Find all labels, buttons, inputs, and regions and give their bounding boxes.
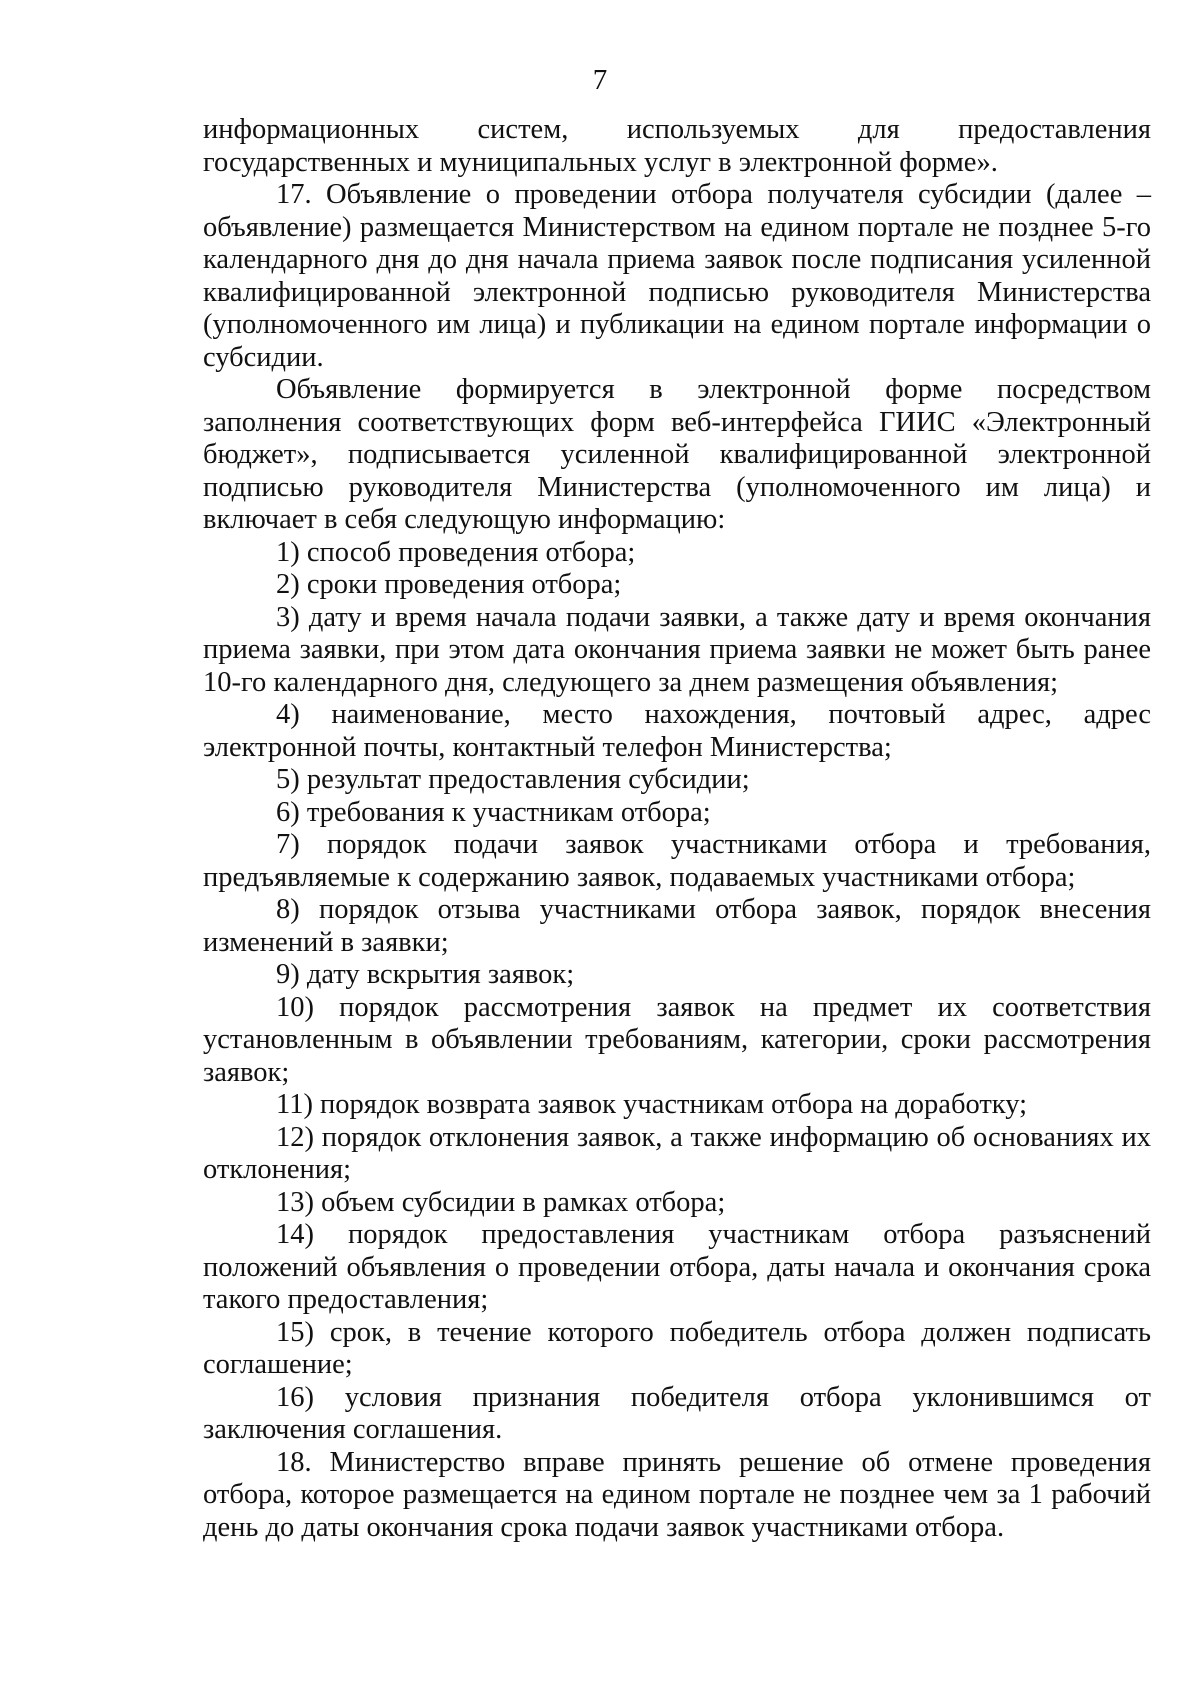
paragraph: 12) порядок отклонения заявок, а также информацию об основаниях их отклонения; — [203, 1121, 1151, 1185]
paragraph: 8) порядок отзыва участниками отбора заявок, порядок внесения изменений в заявки; — [203, 894, 1151, 958]
paragraph: 13) объем субсидии в рамках отбора; — [276, 1186, 726, 1218]
paragraph: 3) дату и время начала подачи заявки, а также дату и время окончания приема заявки, при этом дата окончания приема заявки не может быть ранее 10-го календарного дня, следующего за днем размещения объявления; — [203, 601, 1151, 698]
paragraph: 7) порядок подачи заявок участниками отбора и требования, предъявляемые к содержанию заявок, подаваемых участниками отбора; — [203, 829, 1151, 893]
paragraph: 4) наименование, место нахождения, почтовый адрес, адрес электронной почты, контактный телефон Министерства; — [203, 699, 1151, 763]
paragraph: 16) условия признания победителя отбора уклонившимся от заключения соглашения. — [203, 1381, 1151, 1445]
paragraph: 17. Объявление о проведении отбора получателя субсидии (далее – объявление) размещается Министерством на едином портале не позднее 5-го календарного дня до дня начала приема заявок после подписания усиленной квалифицированной электронной подписью руководителя Министерства (уполномоченного им лица) и публикации на едином портале информации о субсидии. — [203, 179, 1151, 373]
document-body — [203, 114, 1151, 1544]
paragraph: 2) сроки проведения отбора; — [276, 569, 622, 600]
paragraph: 14) порядок предоставления участникам отбора разъяснений положений объявления о проведении отбора, даты начала и окончания срока такого предоставления; — [203, 1219, 1151, 1315]
paragraph: 10) порядок рассмотрения заявок на предмет их соответствия установленным в объявлении требованиям, категории, сроки рассмотрения заявок; — [203, 991, 1151, 1088]
paragraph: 18. Министерство вправе принять решение об отмене проведения отбора, которое размещается на едином портале не позднее чем за 1 рабочий день до даты окончания срока подачи заявок участниками отбора. — [203, 1446, 1151, 1543]
paragraph: 15) срок, в течение которого победитель отбора должен подписать соглашение; — [203, 1316, 1151, 1380]
paragraph: 1) способ проведения отбора; — [276, 536, 636, 568]
paragraph: 11) порядок возврата заявок участникам отбора на доработку; — [276, 1089, 1028, 1120]
paragraph: Объявление формируется в электронной форме посредством заполнения соответствующих форм веб-интерфейса ГИИС «Электронный бюджет», подписывается усиленной квалифицированной электронной подписью руководителя Министерства (уполномоченного им лица) и включает в себя следующую информацию: — [203, 374, 1151, 535]
paragraph: 5) результат предоставления субсидии; — [276, 764, 750, 795]
paragraph: 9) дату вскрытия заявок; — [276, 959, 575, 990]
paragraph: 6) требования к участникам отбора; — [276, 796, 711, 828]
paragraph: информационных систем, используемых для предоставления государственных и муниципальных услуг в электронной форме». — [203, 114, 1151, 178]
page-number: 7 — [592, 64, 608, 96]
